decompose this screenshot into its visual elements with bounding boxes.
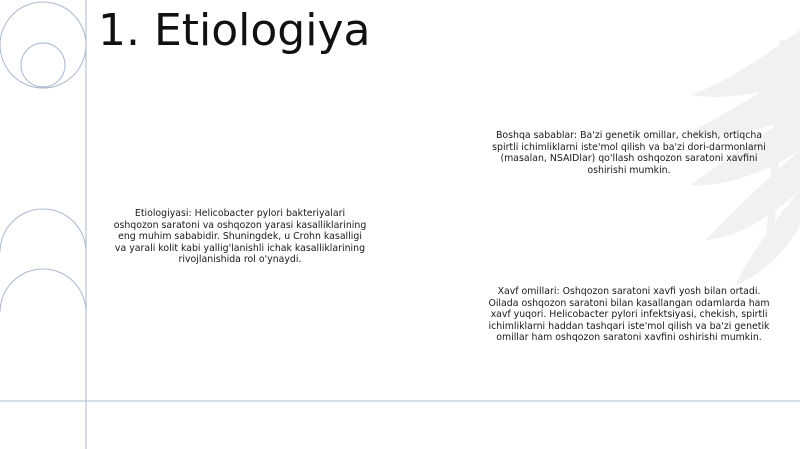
other-causes-text-block: Boshqa sabablar: Ba'zi genetik omillar, chekish, ortiqcha spirtli ichimliklarni iste'mol qilish va ba'zi dori-darmonlarni (masalan, NSAIDlar) qo'llash oshqozon saratoni xavfini oshirishi mumkin. xyxy=(492,130,766,176)
small-circle-outline xyxy=(21,43,65,87)
slide-title: 1. Etiologiya xyxy=(98,5,371,56)
arch-outline-lower xyxy=(0,269,86,312)
risk-factors-text-block: Xavf omillari: Oshqozon saratoni xavfi yosh bilan ortadi. Oilada oshqozon saratoni bilan kasallangan odamlarda ham xavf yuqori. Helicobacter pylori infektsiyasi, chekish, spirtli ichimliklarni haddan tashqari iste'mol qilish va ba'zi genetik omillar ham oshqozon saratoni xavfini oshirishi mumkin. xyxy=(488,286,770,344)
arch-outline-upper xyxy=(0,209,86,252)
large-circle-outline xyxy=(0,2,86,88)
etiology-text-block: Etiologiyasi: Helicobacter pylori bakteriyalari oshqozon saratoni va oshqozon yarasi kasalliklarining eng muhim sababidir. Shuningdek, u Crohn kasalligi va yarali kolit kabi yallig'lanishli ichak kasalliklarining rivojlanishida rol o'ynaydi. xyxy=(113,208,367,266)
